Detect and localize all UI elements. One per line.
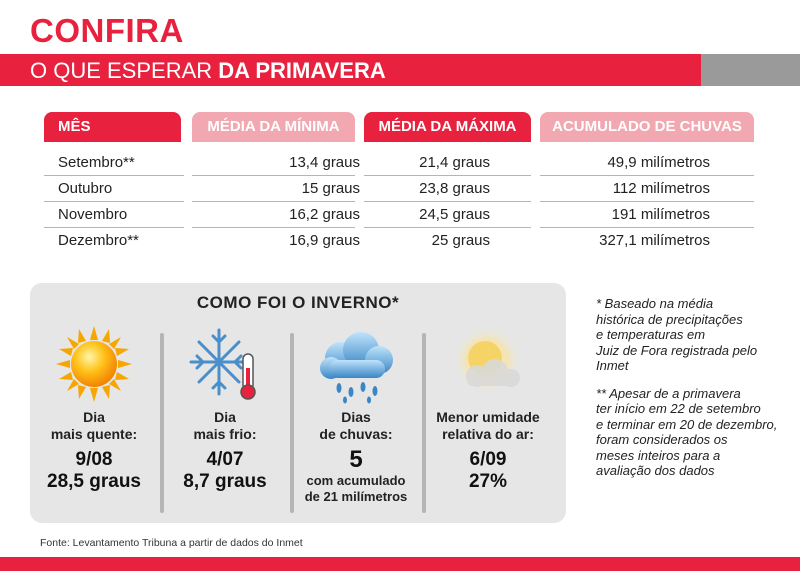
- header-rainfall: ACUMULADO DE CHUVAS: [540, 112, 754, 142]
- winter-panel: [30, 283, 566, 523]
- cell-rainfall: 112 milímetros: [612, 180, 710, 197]
- rain-cloud-icon: [296, 323, 416, 405]
- stat-value: 5: [349, 446, 363, 473]
- cell-rainfall: 191 milímetros: [611, 206, 710, 223]
- page-title: [30, 58, 386, 84]
- cell-avg-max: 23,8 graus: [419, 180, 490, 197]
- stat-label: Menor umidade relativa do ar:: [436, 409, 540, 442]
- stat-coldest-day: [165, 323, 285, 493]
- stat-detail: com acumulado de 21 milímetros: [304, 473, 408, 504]
- cell-avg-max: 24,5 graus: [419, 206, 490, 223]
- footnote-months: ** Apesar de a primavera ter início em 22 de setembro e terminar em 20 de dezembro, foram considerados os meses inteiros para a avaliação dos dados: [596, 385, 778, 478]
- page-banner: [0, 54, 800, 86]
- page-title-bold: DA PRIMAVERA: [218, 58, 386, 83]
- header-avg-max: MÉDIA DA MÁXIMA: [364, 112, 531, 142]
- winter-title: COMO FOI O INVERNO*: [196, 293, 400, 312]
- panel-divider: [160, 333, 164, 513]
- table-row: [44, 202, 754, 228]
- cell-avg-min: 16,9 graus: [289, 232, 360, 249]
- cell-month: Novembro: [58, 206, 128, 223]
- cell-month: Outubro: [58, 180, 113, 197]
- cell-rainfall: 49,9 milímetros: [607, 154, 710, 171]
- cell-month: Dezembro**: [58, 232, 139, 249]
- table-row: [44, 150, 754, 176]
- stat-value: 4/07 8,7 graus: [183, 449, 267, 492]
- header-avg-min: MÉDIA DA MÍNIMA: [192, 112, 355, 142]
- cell-rainfall: 327,1 milímetros: [599, 232, 710, 249]
- stat-rainy-days: [296, 323, 416, 505]
- cell-avg-min: 16,2 graus: [289, 206, 360, 223]
- source-credit: Fonte: Levantamento Tribuna a partir de dados do Inmet: [40, 537, 303, 549]
- stat-hottest-day: [34, 323, 154, 493]
- sun-icon: [34, 323, 154, 405]
- stat-value: 9/08 28,5 graus: [47, 449, 141, 492]
- stat-label: Dia mais frio:: [193, 409, 257, 442]
- stat-label: Dias de chuvas:: [319, 409, 393, 442]
- stat-lowest-humidity: [428, 323, 548, 493]
- cell-month: Setembro**: [58, 154, 135, 171]
- snowflake-thermometer-icon: [165, 323, 285, 405]
- footer-bar: [0, 557, 800, 571]
- cell-avg-max: 25 graus: [431, 232, 490, 249]
- stat-label: Dia mais quente:: [50, 409, 138, 442]
- banner-gray-block: [701, 54, 800, 86]
- brand-title: CONFIRA: [30, 12, 184, 49]
- footnote-baseline: * Baseado na média histórica de precipitações e temperaturas em Juiz de Fora registrada pelo Inmet: [596, 296, 758, 373]
- cell-avg-min: 15 graus: [301, 180, 360, 197]
- panel-divider: [290, 333, 294, 513]
- table-row: [44, 176, 754, 202]
- header-month: MÊS: [44, 112, 181, 142]
- footnotes: [596, 296, 786, 479]
- page-title-prefix: O QUE ESPERAR: [30, 58, 219, 83]
- sun-behind-cloud-icon: [428, 323, 548, 405]
- cell-avg-max: 21,4 graus: [419, 154, 490, 171]
- panel-divider: [422, 333, 426, 513]
- stat-value: 6/09 27%: [468, 449, 508, 492]
- table-row: [44, 228, 754, 254]
- cell-avg-min: 13,4 graus: [289, 154, 360, 171]
